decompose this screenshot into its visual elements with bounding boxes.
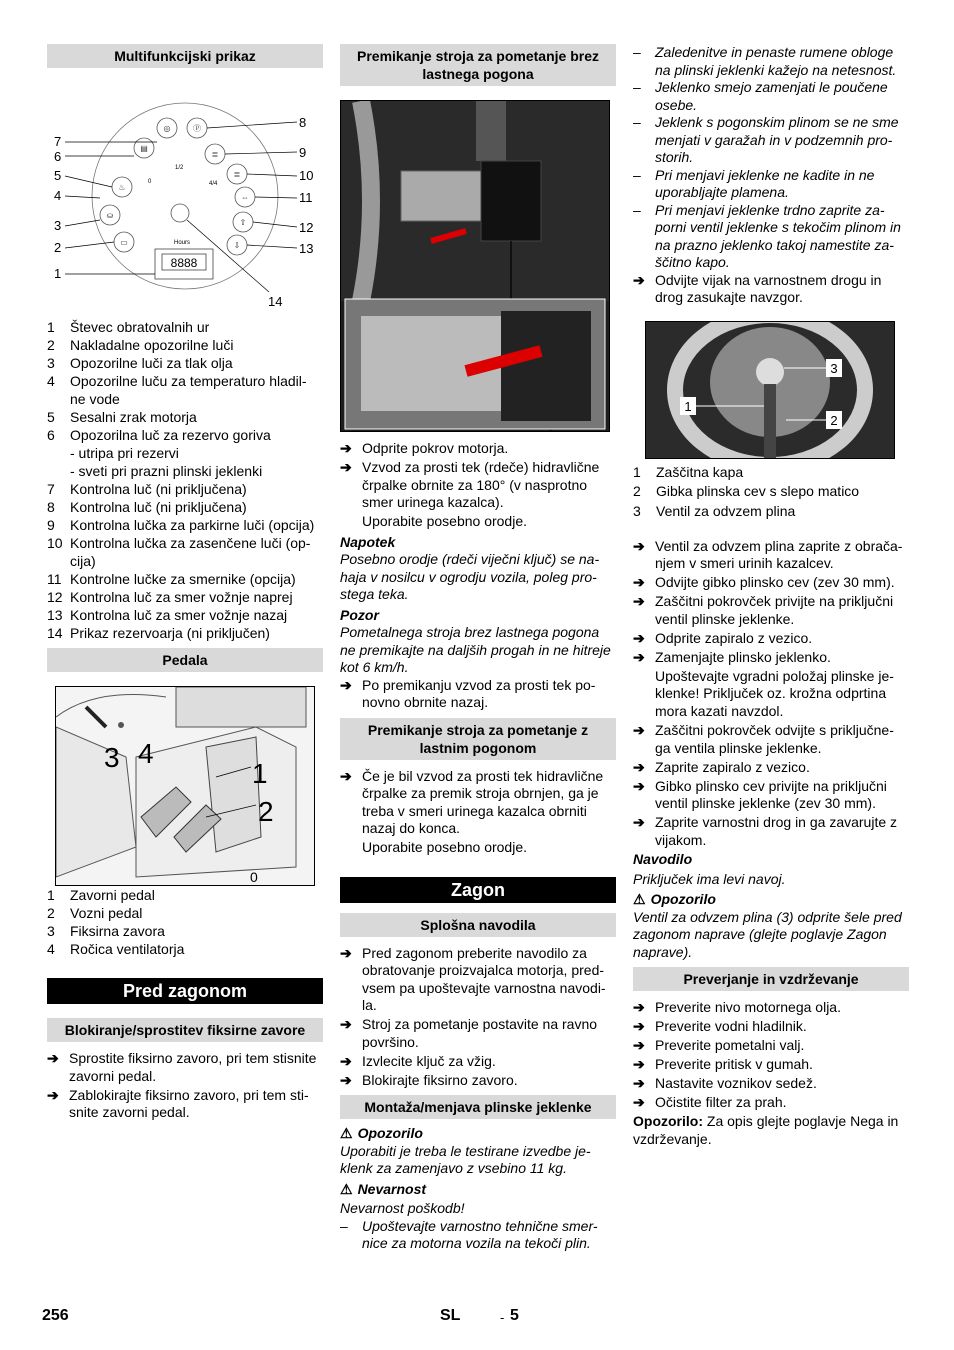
callout-7: 7 <box>54 134 62 149</box>
cyl-label-3: 3 <box>830 360 838 376</box>
list-item: 14 Prikaz rezervoarja (ni priključen) <box>47 625 270 641</box>
dash-item: – Jeklenk s pogonskim plinom se ne sme menjati v garažah in v podzemnih pro-storih. <box>633 114 899 165</box>
hour-counter: 8888 <box>170 256 198 270</box>
final-note: Opozorilo: Za opis glejte poglavje Nega in vzdrževanje. <box>633 1113 899 1147</box>
step-item: ➔ Izvlecite ključ za vžig. <box>340 1052 496 1069</box>
pedal-legend <box>47 886 323 958</box>
step-item: ➔ Zaščitni pokrovček odvijte s priključne-ga ventila plinske jeklenke. <box>633 722 894 756</box>
step-item: ➔ Zaprite varnostni drog in ga zavarujte z vijakom. <box>633 814 898 848</box>
list-item: 4 Opozorilne luču za temperaturo hladil- <box>47 373 307 389</box>
callout-6: 6 <box>54 149 62 164</box>
chapter-heading: Zagon <box>340 877 616 903</box>
callout-12: 12 <box>299 220 314 235</box>
svg-text:⇧: ⇧ <box>239 218 247 227</box>
section-heading: Splošna navodila <box>340 913 616 937</box>
list-item: 4 Ročica ventilatorja <box>47 941 185 957</box>
pedal-label-1: 1 <box>252 758 268 789</box>
cyl-label-2: 2 <box>830 412 838 428</box>
language-code: SL <box>440 1307 461 1324</box>
svg-text:⇩: ⇩ <box>233 241 241 250</box>
list-item: 1 Zaščitna kapa <box>633 463 744 480</box>
note-text: Upoštevajte vgradni položaj plinske je-klenke! Priključek oz. krožna odprtina mora kazati navzdol. <box>655 667 894 719</box>
svg-text:▭: ▭ <box>120 238 128 247</box>
dash-item: – Zaledenitve in penaste rumene obloge na plinski jeklenki kažejo na netesnost. <box>633 44 897 78</box>
step-item: ➔ Odprite pokrov motorja. <box>340 440 509 456</box>
callout-13: 13 <box>299 241 314 256</box>
list-item: 1 Števec obratovalnih ur <box>47 319 210 335</box>
step-item: ➔ Vzvod za prosti tek (rdeče) hidravlične črpalke obrnite za 180° (v nasprotno smer urinega kazalca). <box>340 459 600 510</box>
gauge-figure <box>47 70 323 310</box>
pedal-label-2: 2 <box>258 796 274 827</box>
section-heading: Preverjanje in vzdrževanje <box>633 967 909 991</box>
step-item: ➔ Stroj za pometanje postavite na ravno površino. <box>340 1016 598 1050</box>
gauge-legend <box>47 318 323 642</box>
callout-4: 4 <box>54 188 62 203</box>
svg-text:⇔: ⇔ <box>241 193 249 202</box>
pump-photo <box>340 100 610 432</box>
pedal-label-4: 4 <box>138 738 154 769</box>
svg-text:≣: ≣ <box>233 170 241 179</box>
gauge-diagram <box>47 70 323 310</box>
gas-cylinder-photo <box>645 321 895 459</box>
column-3 <box>633 44 909 1148</box>
chapter-heading: Pred zagonom <box>47 978 323 1004</box>
dash-list <box>633 44 909 272</box>
list-item: 6 Opozorilna luč za rezervo goriva <box>47 427 271 443</box>
pedal-drawing <box>56 687 314 885</box>
column-2 <box>340 44 616 1253</box>
list-item: 12 Kontrolna luč za smer vožnje naprej <box>47 589 293 605</box>
opozorilo-heading: ⚠ Opozorilo <box>340 1125 423 1141</box>
step-item: ➔ Gibko plinsko cev privijte na priključni ventil plinske jeklenke (zev 30 mm). <box>633 777 887 811</box>
step-list <box>47 1050 323 1122</box>
section-page-number: 5 <box>510 1307 519 1324</box>
step-item: ➔ Preverite vodni hladilnik. <box>633 1018 807 1034</box>
callout-3: 3 <box>54 218 62 233</box>
callout-9: 9 <box>299 145 307 160</box>
step-item: ➔ Zaprite zapiralo z vezico. <box>633 758 810 775</box>
step-item: ➔ Preverite nivo motornega olja. <box>633 999 841 1015</box>
warning-icon: ⚠ <box>633 891 646 907</box>
step-item: ➔ Odvijte vijak na varnostnem drogu in drog zasukajte navzgor. <box>633 271 882 305</box>
warning-icon: ⚠ <box>340 1125 353 1141</box>
callout-1: 1 <box>54 266 62 281</box>
step-item: ➔ Pred zagonom preberite navodilo za obratovanje proizvajalca motorja, pred-vsem pa upoštevajte varnostna navodi-la. <box>340 944 606 1013</box>
opozorilo-text: Ventil za odvzem plina (3) odprite šele pred zagonom naprave (glejte poglavje Zagon naprave). <box>633 908 902 960</box>
gas-cylinder-drawing <box>646 322 894 458</box>
callout-2: 2 <box>54 240 62 255</box>
dash-item: – Jeklenko smejo zamenjati le poučene osebe. <box>633 79 888 113</box>
section-heading: Montaža/menjava plinske jeklenke <box>340 1095 616 1119</box>
list-item: 2 Vozni pedal <box>47 905 143 921</box>
list-item: ne vode <box>70 391 120 407</box>
dash-item: – Upoštevajte varnostno tehnične smer-nice za motorna vozila na tekoči plin. <box>340 1217 598 1251</box>
list-item: cija) <box>70 553 96 569</box>
section-heading: Blokiranje/sprostitev fiksirne zavore <box>47 1018 323 1042</box>
step-item: ➔ Odprite zapiralo z vezico. <box>633 629 813 646</box>
step-item: ➔ Odvijte gibko plinsko cev (zev 30 mm). <box>633 574 895 590</box>
napotek-heading: Napotek <box>340 533 396 550</box>
pozor-text: Pometalnega stroja brez lastnega pogona ne premikajte na daljših progah in ne hitreje kot 6 km/h. <box>340 624 611 675</box>
opozorilo-heading: ⚠ Opozorilo <box>633 891 716 907</box>
svg-text:▤: ▤ <box>140 144 148 153</box>
list-item: 7 Kontrolna luč (ni priključena) <box>47 481 247 497</box>
step-item: ➔ Če je bil vzvod za prosti tek hidravlične črpalke za premik stroja obrnjen, ga je treba v smeri urinega kazalca obrniti nazaj do konca. <box>340 767 604 836</box>
callout-11: 11 <box>299 190 313 205</box>
list-item: 1 Zavorni pedal <box>47 887 155 903</box>
step-item: ➔ Zaščitni pokrovček privijte na priključni ventil plinske jeklenke. <box>633 593 894 627</box>
svg-text:≣: ≣ <box>211 150 219 159</box>
step-item: ➔ Zamenjajte plinsko jeklenko. <box>633 648 831 665</box>
column-1 <box>47 44 323 1123</box>
list-item: 10 Kontrolna lučka za zasenčene luči (op- <box>47 535 311 551</box>
pedal-figure <box>55 686 315 886</box>
cyl-label-1: 1 <box>684 398 692 414</box>
list-item: 2 Nakladalne opozorilne luči <box>47 337 234 353</box>
napotek-text: Posebno orodje (rdeči viječni ključ) se na-haja v nosilcu v ogrodju vozila, poleg pro-stega teka. <box>340 551 600 602</box>
pump-photo-drawing <box>341 101 609 431</box>
warning-icon: ⚠ <box>340 1180 353 1197</box>
section-heading: Premikanje stroja za pometanje brez lastnega pogona <box>340 44 616 86</box>
step-item: ➔ Blokirajte fiksirno zavoro. <box>340 1071 518 1088</box>
list-item: 3 Fiksirna zavora <box>47 923 165 939</box>
nevarnost-text: Nevarnost poškodb! <box>340 1200 465 1216</box>
svg-text:◎: ◎ <box>163 124 171 133</box>
section-heading: Premikanje stroja za pometanje z lastnim pogonom <box>340 718 616 760</box>
page-number: 256 <box>42 1307 69 1324</box>
cylinder-legend <box>633 463 909 520</box>
svg-text:Ⓟ: Ⓟ <box>193 124 201 133</box>
list-item: 9 Kontrolna lučka za parkirne luči (opcija) <box>47 517 315 533</box>
fuel-mark-half: 1/2 <box>175 165 184 171</box>
callout-8: 8 <box>299 115 307 130</box>
pedal-label-3: 3 <box>104 742 120 773</box>
list-item: 3 Ventil za odvzem plina <box>633 502 796 519</box>
callout-14: 14 <box>268 294 283 309</box>
svg-text:♨: ♨ <box>118 183 126 192</box>
dash-item: – Pri menjavi jeklenke ne kadite in ne uporabljajte plamena. <box>633 166 875 200</box>
footer-separator: - <box>500 1310 505 1325</box>
opozorilo-text: Uporabiti je treba le testirane izvedbe je-klenk za zamenjavo z vsebino 11 kg. <box>340 1142 591 1176</box>
callout-10: 10 <box>299 168 314 183</box>
list-item: 11 Kontrolne lučke za smernike (opcija) <box>47 571 296 587</box>
section-heading: Pedala <box>47 648 323 672</box>
note-text: Uporabite posebno orodje. <box>362 839 528 855</box>
pozor-heading: Pozor <box>340 606 379 623</box>
list-item: - utripa pri rezervi <box>70 445 179 461</box>
dash-item: – Pri menjavi jeklenke trdno zaprite za-porni ventil jeklenke s tekočim plinom in na prazno jeklenko takoj namestite za-ščitno kapo. <box>633 201 901 270</box>
step-item: ➔ Preverite pometalni valj. <box>633 1037 805 1053</box>
step-item: ➔ Ventil za odvzem plina zaprite z obrača-njem v smeri urinih kazalcev. <box>633 537 903 571</box>
step-item: ➔ Očistite filter za prah. <box>633 1094 787 1110</box>
list-item: 13 Kontrolna luč za smer vožnje nazaj <box>47 607 288 623</box>
fuel-mark-full: 4/4 <box>209 181 218 187</box>
hours-label: Hours <box>173 240 191 246</box>
list-item: 5 Sesalni zrak motorja <box>47 409 197 425</box>
section-heading: Multifunkcijski prikaz <box>47 44 323 68</box>
callout-5: 5 <box>54 168 62 183</box>
pedal-label-0: 0 <box>250 869 258 885</box>
step-item: ➔ Zablokirajte fiksirno zavoro, pri tem sti-snite zavorni pedal. <box>47 1086 309 1120</box>
list-item: 8 Kontrolna luč (ni priključena) <box>47 499 247 515</box>
svg-text:⛀: ⛀ <box>106 211 114 220</box>
step-item: ➔ Sprostite fiksirno zavoro, pri tem stisnite zavorni pedal. <box>47 1050 317 1084</box>
fuel-mark-empty: 0 <box>148 179 152 185</box>
step-item: ➔ Po premikanju vzvod za prosti tek po-novno obrnite nazaj. <box>340 676 596 710</box>
step-item: ➔ Preverite pritisk v gumah. <box>633 1056 813 1072</box>
list-item: 3 Opozorilne luči za tlak olja <box>47 355 233 371</box>
step-item: ➔ Nastavite voznikov sedež. <box>633 1075 817 1091</box>
note-text: Uporabite posebno orodje. <box>362 513 528 529</box>
navodilo-heading: Navodilo <box>633 851 693 867</box>
nevarnost-heading: ⚠ Nevarnost <box>340 1180 427 1197</box>
navodilo-text: Priključek ima levi navoj. <box>633 870 786 887</box>
list-item: 2 Gibka plinska cev s slepo matico <box>633 483 860 499</box>
list-item: - sveti pri prazni plinski jeklenki <box>70 463 263 479</box>
